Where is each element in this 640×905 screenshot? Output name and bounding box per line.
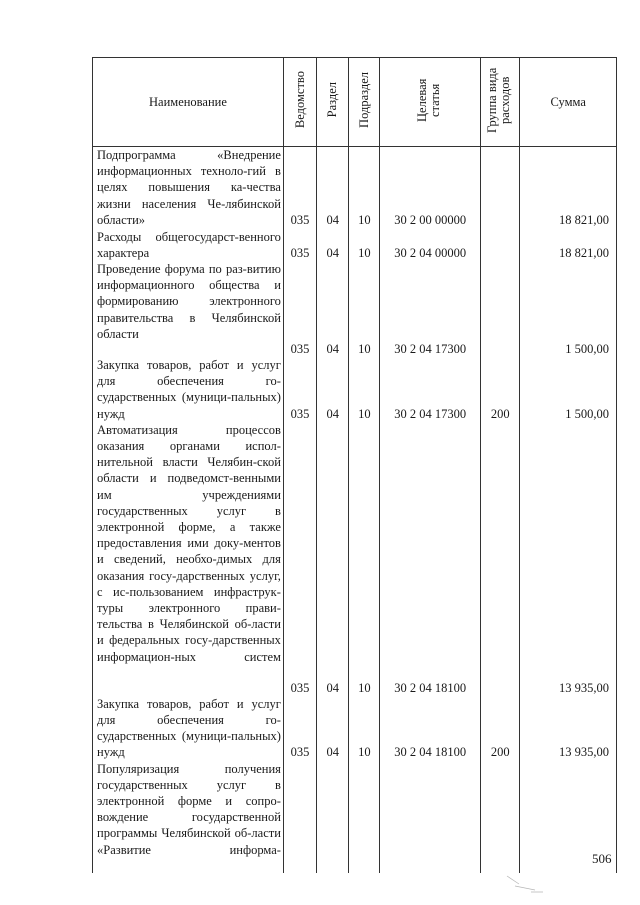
table-row (93, 147, 617, 229)
header-section: Раздел (317, 58, 349, 147)
row-subsection-cell: 10 (349, 229, 380, 261)
row-target-article-cell: 30 2 04 17300 (380, 261, 481, 357)
row-subsection-cell: 10 (349, 261, 380, 357)
scan-artifact-mark (505, 874, 545, 894)
row-target-article-cell: 30 2 04 17300 (380, 357, 481, 422)
row-amount-cell: 1 500,00 (520, 261, 617, 357)
row-section-cell: 04 (317, 422, 349, 696)
header-expense-group: Группа вида расходов (481, 58, 520, 147)
row-section-cell: 04 (317, 696, 349, 761)
row-department-cell: 035 (283, 261, 316, 357)
row-subsection-cell: 10 (349, 422, 380, 696)
row-subsection-cell (349, 761, 380, 873)
row-name-cell: Подпрограмма «Внедрение информационных техноло-гий в целях повышения ка-чества жизни населения Че-лябинской области» (93, 147, 284, 229)
row-subsection-cell: 10 (349, 696, 380, 761)
row-target-article-cell: 30 2 04 00000 (380, 229, 481, 261)
row-department-cell: 035 (283, 229, 316, 261)
row-amount-cell: 18 821,00 (520, 147, 617, 229)
table-row (93, 696, 617, 761)
table-row (93, 229, 617, 261)
header-target-article: Целевая статья (380, 58, 481, 147)
table-row (93, 357, 617, 422)
row-expense-group-cell (481, 761, 520, 873)
row-name-cell: Закупка товаров, работ и услуг для обеспечения го-сударственных (муници-пальных) нужд (93, 357, 284, 422)
row-section-cell: 04 (317, 357, 349, 422)
header-department: Ведомство (283, 58, 316, 147)
row-amount-cell: 1 500,00 (520, 357, 617, 422)
header-amount: Сумма (520, 58, 617, 147)
table-header-row (93, 58, 617, 147)
page-number: 506 (592, 851, 612, 866)
row-expense-group-cell (481, 261, 520, 357)
budget-table (92, 57, 617, 873)
row-expense-group-cell (481, 422, 520, 696)
row-target-article-cell (380, 761, 481, 873)
row-name-cell: Расходы общегосударст-венного характера (93, 229, 284, 261)
row-name-cell: Проведение форума по раз-витию информационного общества и формированию электронного правительства в Челябинской области (93, 261, 284, 357)
row-department-cell (283, 761, 316, 873)
row-subsection-cell: 10 (349, 147, 380, 229)
row-target-article-cell: 30 2 00 00000 (380, 147, 481, 229)
row-name-cell: Популяризация получения государственных услуг в электронной форме и сопро-вождение государственной программы Челябинской об-ласти «Развитие информа- (93, 761, 284, 873)
row-department-cell: 035 (283, 357, 316, 422)
row-expense-group-cell (481, 229, 520, 261)
row-department-cell: 035 (283, 147, 316, 229)
row-section-cell: 04 (317, 229, 349, 261)
table-row (93, 422, 617, 696)
row-expense-group-cell (481, 147, 520, 229)
header-name: Наименование (93, 58, 284, 147)
row-department-cell: 035 (283, 422, 316, 696)
row-amount-cell: 18 821,00 (520, 229, 617, 261)
row-name-cell: Автоматизация процессов оказания органами испол-нительной власти Челябин-ской области и подведомст-венными им учреждениями государственных услуг в электронной форме, а также предоставления ими доку-ментов и сведений, необхо-димых для оказания госу-дарственных услуг, с ис-пользованием инфраструк-туры электронного прави-тельства в Челябинской об-ласти и федеральных госу-дарственных информацион-ных систем (93, 422, 284, 696)
header-subsection: Подраздел (349, 58, 380, 147)
row-section-cell: 04 (317, 147, 349, 229)
row-expense-group-cell: 200 (481, 696, 520, 761)
row-amount-cell: 13 935,00 (520, 696, 617, 761)
table-row (93, 761, 617, 873)
row-department-cell: 035 (283, 696, 316, 761)
row-target-article-cell: 30 2 04 18100 (380, 696, 481, 761)
table-row (93, 261, 617, 357)
row-section-cell: 04 (317, 261, 349, 357)
row-target-article-cell: 30 2 04 18100 (380, 422, 481, 696)
row-name-cell: Закупка товаров, работ и услуг для обеспечения го-сударственных (муници-пальных) нужд (93, 696, 284, 761)
row-amount-cell: 13 935,00 (520, 422, 617, 696)
row-subsection-cell: 10 (349, 357, 380, 422)
row-expense-group-cell: 200 (481, 357, 520, 422)
row-section-cell (317, 761, 349, 873)
